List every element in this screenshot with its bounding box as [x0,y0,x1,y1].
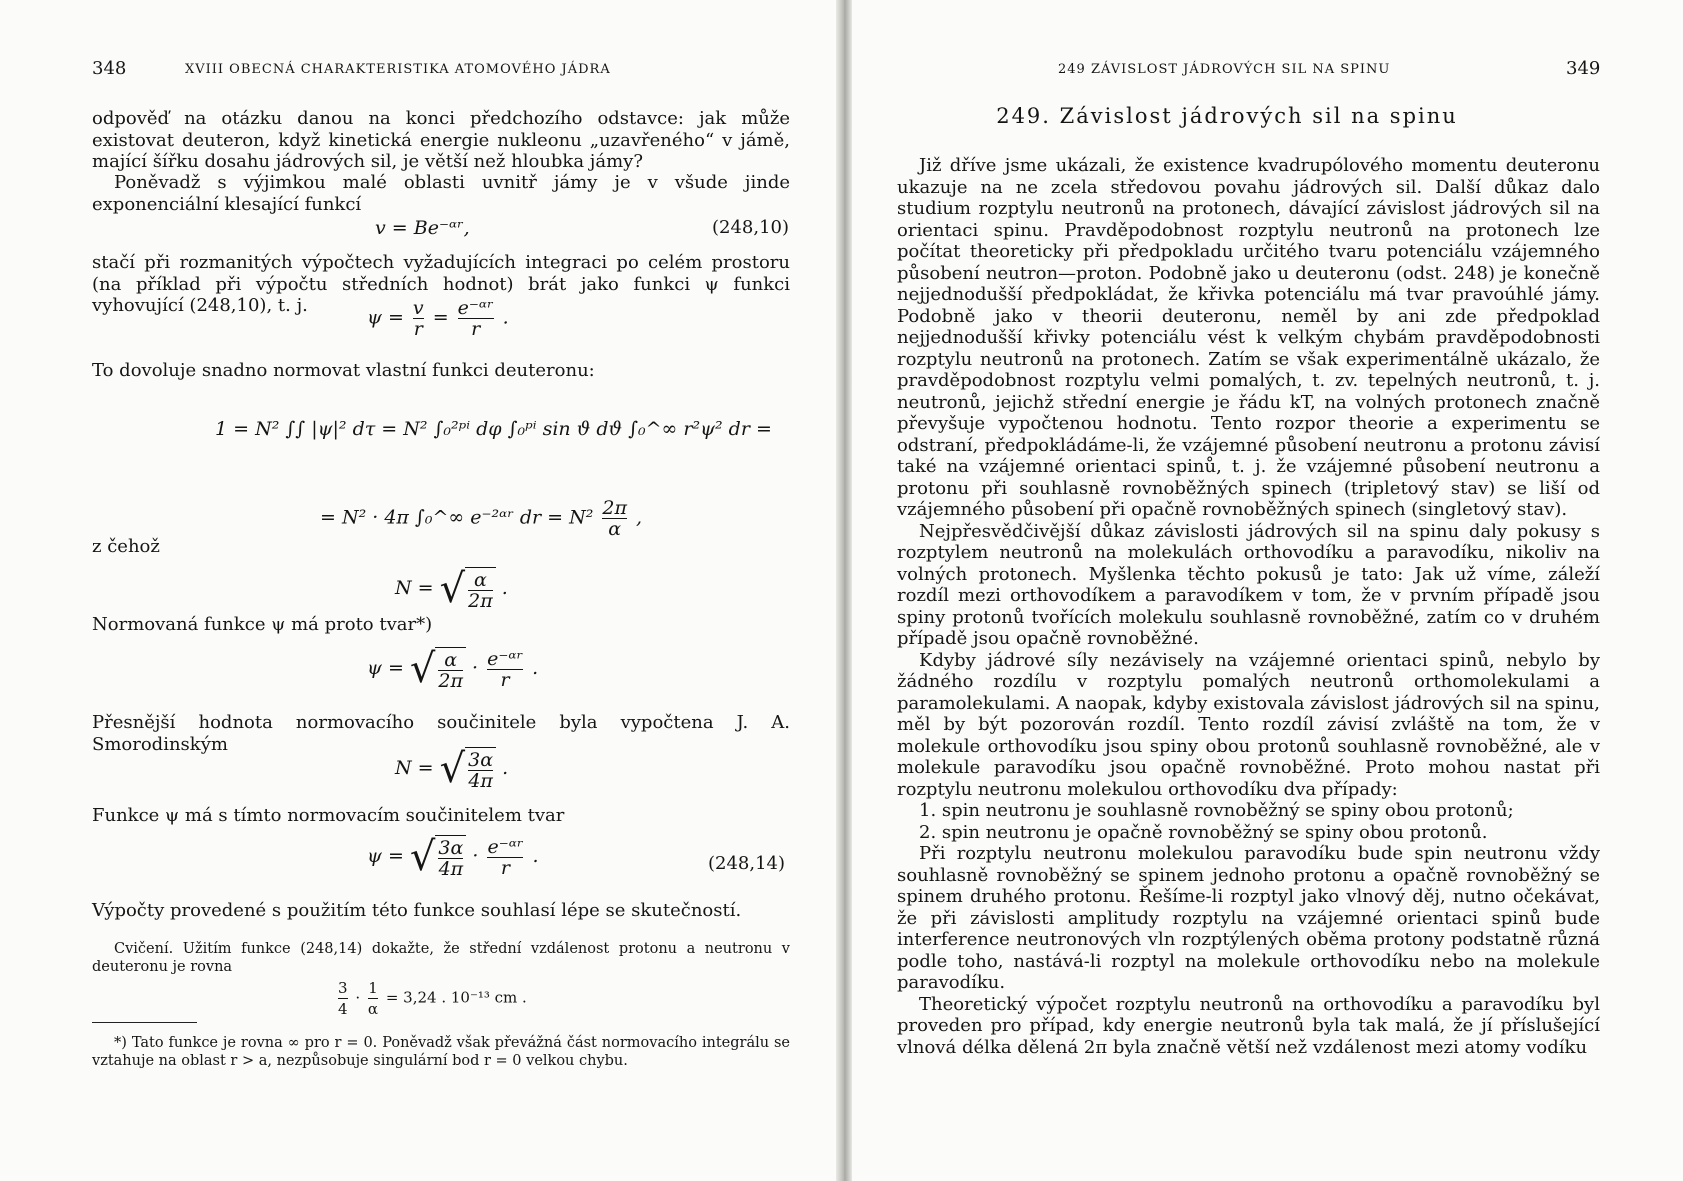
equation-number-248-14: (248,14) [708,853,786,874]
right-para-4: Při rozptylu neutronu molekulou paravodíku bude spin neutronu vždy souhlasně rovnoběžný se spinem jednoho protonu a opačně rovnoběžný se spinem druhého protonu. Řešíme-li rozptyl jako vlnový děj, nutno očekávat, že při závislosti amplitudy rozptylu na vzájemné orientaci spinů bude interference neutronových vln rozptýlených oběma protony podstatně různá podle toho, nastává-li rozptyl na molekule orthovodíku nebo na molekule paravodíku. [897,843,1600,993]
left-para-3: stačí při rozmanitých výpočtech vyžadujících integraci po celém prostoru (na příklad při výpočtu středních hodnot) brát jako funkci ψ funkci vyhovující (248,10), t. j. [92,252,790,316]
right-page [852,0,1683,1181]
left-para-2: Poněvadž s výjimkou malé oblasti uvnitř jámy je v všude jinde exponenciální klesající funkcí [92,172,790,215]
exercise-result-equation: $\frac{3}{4}$ · $\frac{1}{\alpha}$ = 3,24 . 10⁻¹³ cm . [338,979,527,1018]
left-page [0,0,836,1181]
equation-number-248-10: (248,10) [712,217,790,238]
right-para-3: Kdyby jádrové síly nezávisely na vzájemné orientaci spinů, nebylo by žádného rozdílu v rozptylu pomalých neutronů orthomolekulami a paramolekulami. A naopak, kdyby existovala závislost jádrových sil na spinu, měl by být pozorován rozdíl. Tento rozdíl závisí zvláště na tom, že v molekule orthovodíku jsou spiny obou protonů souhlasně rovnoběžné, ale v molekule paravodíku jsou opačně rovnoběžné. Proto mohou nastat při rozptylu neutronu molekulou orthovodíku dva případy: [897,649,1600,800]
left-para-4: To dovoluje snadno normovat vlastní funkci deuteronu: [92,360,595,381]
right-para-2: Nejpřesvědčivější důkaz závislosti jádrových sil na spinu daly pokusy s rozptylem neutronů na molekulách orthovodíku a paravodíku, nikoliv na volných protonech. Myšlenka těchto pokusů je tato: Jak už víme, záleží rozdíl mezi orthovodíkem a paravodíkem v tom, že v prvním případě jsou spiny protonů tvořících molekulu souhlasně rovnoběžné, zatím co v druhém případě jsou opačně rovnoběžné. [897,520,1600,649]
left-para-1: odpověď na otázku danou na konci předchozího odstavce: jak může existovat deuteron, když kinetická energie nukleonu „uzavřeného“ v jámě, mající šířku dosahu jádrových sil, je větší než hloubka jámy? [92,108,790,172]
book-gutter [836,0,852,1181]
left-page-number: 348 [92,58,127,79]
left-para-7: Funkce ψ má s tímto normovacím součinitelem tvar [92,805,565,826]
exercise-text: Cvičení. Užitím funkce (248,14) dokažte, že střední vzdálenost protonu a neutronu v deuteronu je rovna [92,941,790,975]
equation-N-sqrt-3alpha-4pi: N = √ $\frac{3\alpha}{4\pi}$ . [395,746,509,792]
right-list-item-2: 2. spin neutronu je opačně rovnoběžný se spiny obou protonů. [919,821,1488,843]
left-running-header: XVIII OBECNÁ CHARAKTERISTIKA ATOMOVÉHO JÁDRA [185,62,611,77]
right-page-number: 349 [1566,58,1601,79]
right-paragraphs [897,155,1600,1058]
footnote-rule [92,1022,197,1023]
left-para-8: Výpočty provedené s použitím této funkce souhlasí lépe se skutečností. [92,900,742,921]
equation-normalization-line-2: = N² · 4π ∫₀^∞ e⁻²ᵅʳ dr = N² $\frac{2\pi}{\alpha}$ , [320,497,643,540]
equation-normalization-line-1: 1 = N² ∫∫ |ψ|² dτ = N² ∫₀²ᵖⁱ dφ ∫₀ᵖⁱ sin ϑ dϑ ∫₀^∞ r²ψ² dr = [215,418,772,440]
left-para-6: Přesnější hodnota normovacího součinitele byla vypočtena J. A. Smorodinským [92,712,790,755]
left-para-5: Normovaná funkce ψ má proto tvar*) [92,614,433,635]
equation-248-14: ψ = √ $\frac{3\alpha}{4\pi}$ · $\frac{\text{e⁻ᵅʳ}}{r}$ . [367,834,539,880]
equation-248-10: v = Be⁻ᵅʳ, [375,217,470,239]
section-title: 249. Závislost jádrových sil na spinu [996,104,1458,128]
equation-N-sqrt-alpha-2pi: N = √ $\frac{\alpha}{2\pi}$ . [395,566,508,612]
right-para-1: Již dříve jsme ukázali, že existence kvadrupólového momentu deuteronu ukazuje na ne zcela středovou povahu jádrových sil. Další důkaz dalo studium rozptylu neutronů na protonech, dávající závislost jádrových sil na orientaci spinu. Pravděpodobnost rozptylu neutronů na protonech lze počítat theoreticky při předpokladu určitého tvaru potenciálu vzájemného působení neutron—proton. Podobně jako u deuteronu (odst. 248) je konečně nejjednodušší předpokládat, že křivka potenciálu má tvar pravoúhlé jámy. Podobně jako v theorii deuteronu, neměl by ani zde předpoklad nejjednodušší křivky potenciálu vést k velkým chybám pravděpodobnosti rozptylu neutronů na protonech. Zatím se však experimentálně ukázalo, že pravděpodobnost rozptylu velmi pomalých, t. zv. tepelných neutronů, t. j. neutronů, jejichž střední energie je řádu kT, na volných protonech značně převyšuje vypočtenou hodnotu. Tento rozpor theorie a experimentu se odstraní, předpokládáme-li, že vzájemné působení neutronu a protonu závisí také na vzájemné orientaci spinů, t. j. že vzájemné působení neutronu a protonu při souhlasně rovnoběžných spinech (tripletový stav) se liší od vzájemného působení při opačně rovnoběžných spinech (singletový stav). [897,155,1600,520]
footnote-text: *) Tato funkce je rovna ∞ pro r = 0. Poněvadž však převážná část normovacího integrálu se vztahuje na oblast r > a, nezpůsobuje singulární bod r = 0 velkou chybu. [92,1035,790,1069]
right-list-item-1: 1. spin neutronu je souhlasně rovnoběžný se spiny obou protonů; [919,800,1514,821]
equation-normalized-psi: ψ = √ $\frac{\alpha}{2\pi}$ · $\frac{\text{e⁻ᵅʳ}}{r}$ . [367,646,539,692]
equation-psi-v-over-r: ψ = $\frac{v}{r}$ = $\frac{\text{e⁻ᵅʳ}}{r}$ . [367,297,509,340]
right-running-header: 249 ZÁVISLOST JÁDROVÝCH SIL NA SPINU [1058,62,1391,77]
z-cehoz-label: z čehož [92,536,160,557]
right-para-5: Theoretický výpočet rozptylu neutronů na orthovodíku a paravodíku byl proveden pro případ, kdy energie neutronů byla tak malá, že jí příslušející vlnová délka dělená 2π byla značně větší než vzdálenost mezi atomy vodíku [897,993,1600,1058]
